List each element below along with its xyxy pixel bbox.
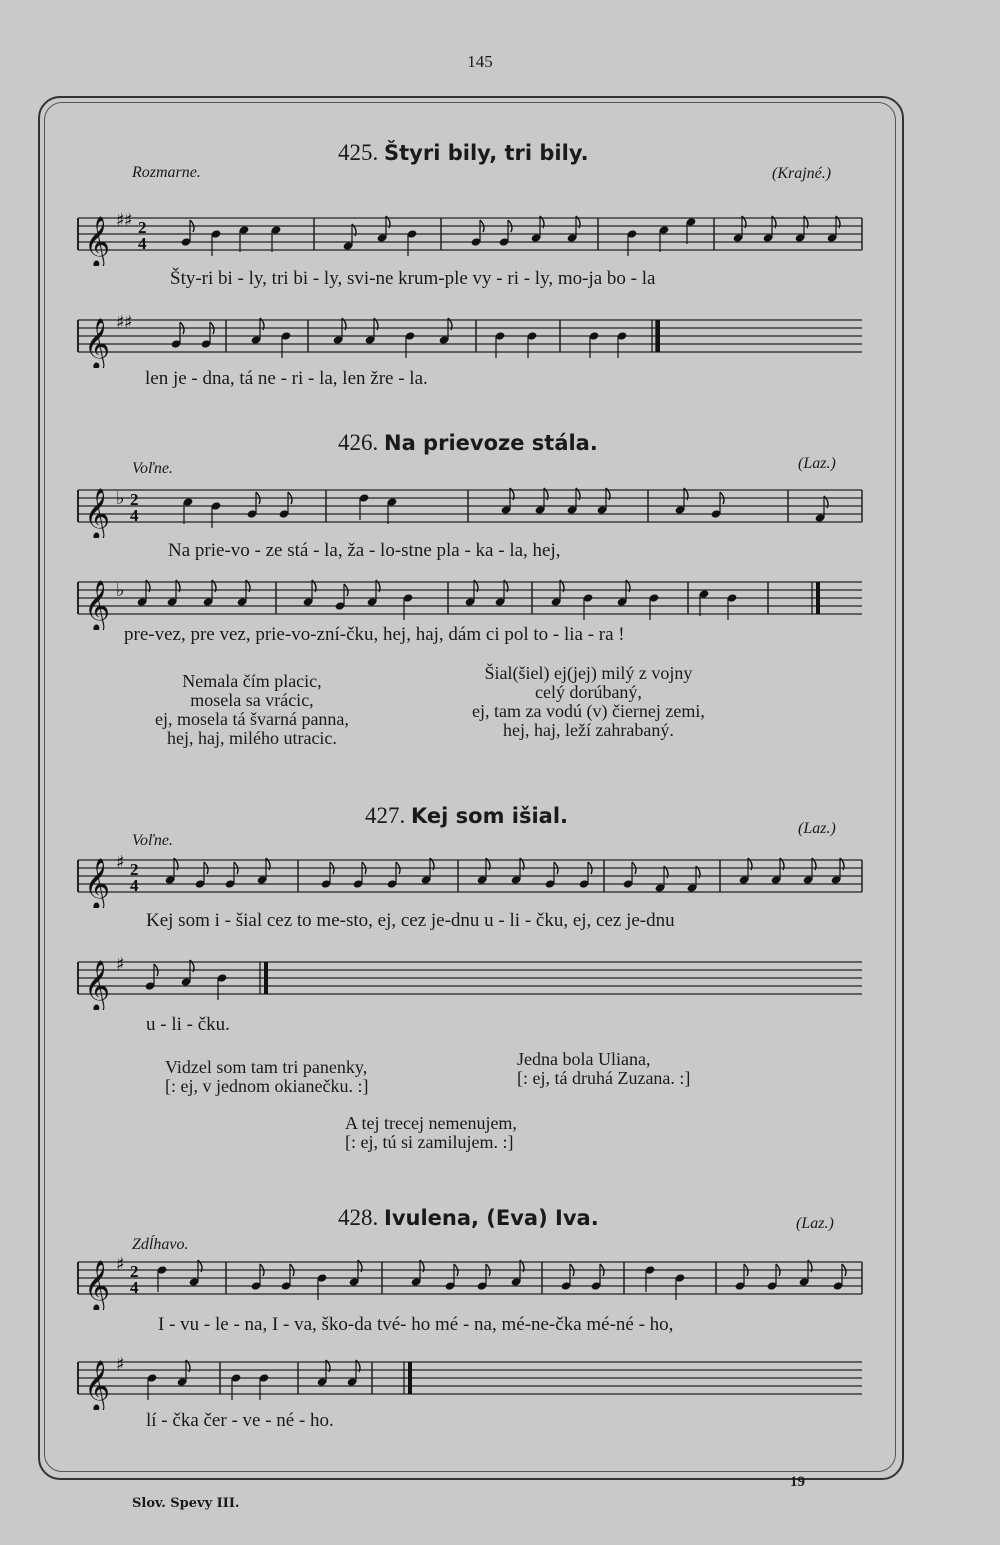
verse-426-1 [155,672,349,748]
verse-line: Vidzel som tam tri panenky, [165,1057,368,1077]
treble-clef-icon: 𝄞 [84,216,111,266]
staff [76,848,864,908]
tempo-428: Zdĺhavo. [132,1236,189,1253]
lyrics-line: Šty-ri bi - ly, tri bi - ly, svi-ne krum-ple vy - ri - ly, mo-ja bo - la [170,268,656,289]
verse-line: hej, haj, milého utracic. [166,728,337,748]
lyrics-line: Kej som i - šial cez to me-sto, ej, cez je-dnu u - li - čku, ej, cez je-dnu [146,910,675,931]
time-signature-top: 2 [138,218,147,237]
verse-line: ej, tam za vodú (v) čiernej zemi, [472,701,705,721]
staff [76,1350,864,1410]
song-number: 427. [365,803,406,828]
verse-line: A tej trecej nemenujem, [345,1113,517,1133]
time-signature-top: 2 [130,490,139,509]
verse-line: ej, mosela tá švarná panna, [155,709,349,729]
song-title-426 [338,430,598,456]
sharp-icon: ♯ [124,210,133,231]
verse-427-2 [517,1050,690,1088]
sharp-icon: ♯ [116,852,125,873]
staff [76,206,864,266]
song-number: 428. [338,1205,379,1230]
treble-clef-icon: 𝄞 [84,488,111,538]
verse-line: Šial(šiel) ej(jej) milý z vojny [484,663,693,683]
sharp-icon: ♯ [116,1354,125,1375]
sheet-number: 19 [790,1474,805,1490]
staff [76,308,864,368]
sharp-icon: ♯ [116,954,125,975]
song-name: Na prievoze stála. [384,431,598,455]
sharp-icon: ♯ [116,1254,125,1275]
flat-icon: ♭ [116,488,125,509]
lyrics-line: pre-vez, pre vez, prie-vo-zní-čku, hej, haj, dám ci pol to - lia - ra ! [124,624,625,645]
song-number: 425. [338,140,379,165]
page-number: 145 [467,52,493,71]
verse-line: [: ej, tá druhá Zuzana. :] [517,1068,691,1088]
song-number: 426. [338,430,379,455]
staff [76,1250,864,1310]
staff [76,478,864,538]
song-name: Ivulena, (Eva) Iva. [384,1206,599,1230]
song-name: Štyri bily, tri bily. [384,141,589,165]
origin-427: (Laz.) [798,820,836,837]
treble-clef-icon: 𝄞 [84,1360,111,1410]
treble-clef-icon: 𝄞 [84,1260,111,1310]
lyrics-line: Na prie-vo - ze stá - la, ža - lo-stne pla - ka - la, hej, [168,540,561,561]
lyrics-line: len je - dna, tá ne - ri - la, len žre - la. [145,368,428,389]
sharp-icon: ♯ [116,312,125,333]
lyrics-line: I - vu - le - na, I - va, ško-da tvé- ho mé - na, mé-ne-čka mé-né - ho, [158,1314,674,1335]
staff [76,950,864,1010]
origin-428: (Laz.) [796,1215,834,1232]
verse-line: mosela sa vrácic, [190,690,314,710]
treble-clef-icon: 𝄞 [84,318,111,368]
sharp-icon: ♯ [124,312,133,333]
song-title-428 [338,1205,599,1231]
lyrics-line: lí - čka čer - ve - né - ho. [146,1410,334,1431]
time-signature-bottom: 4 [138,234,147,253]
verse-line: hej, haj, leží zahrabaný. [502,720,674,740]
origin-425: (Krajné.) [772,165,832,182]
song-title-427 [365,803,568,829]
tempo-427: Voľne. [132,832,173,849]
song-name: Kej som išial. [411,804,569,828]
time-signature-top: 2 [130,1262,139,1281]
verse-line: Nemala čím placic, [182,671,322,691]
time-signature-top: 2 [130,860,139,879]
treble-clef-icon: 𝄞 [84,858,111,908]
time-signature-bottom: 4 [130,1278,139,1297]
verse-line: Jedna bola Uliana, [517,1049,651,1069]
footer-imprint: Slov. Spevy III. [132,1496,240,1511]
tempo-426: Voľne. [132,460,173,477]
treble-clef-icon: 𝄞 [84,960,111,1010]
verse-line: [: ej, tú si zamilujem. :] [345,1132,514,1152]
origin-426: (Laz.) [798,455,836,472]
treble-clef-icon: 𝄞 [84,580,111,630]
sharp-icon: ♯ [116,210,125,231]
verse-427-3 [345,1114,517,1152]
verse-427-1 [165,1058,368,1096]
staff [76,570,864,630]
lyrics-line: u - li - čku. [146,1014,230,1035]
flat-icon: ♭ [116,580,125,601]
song-title-425 [338,140,589,166]
verse-426-2 [472,664,705,740]
tempo-425: Rozmarne. [132,164,201,181]
time-signature-bottom: 4 [130,876,139,895]
verse-line: celý dorúbaný, [534,682,642,702]
verse-line: [: ej, v jednom okianečku. :] [165,1076,369,1096]
time-signature-bottom: 4 [130,506,139,525]
